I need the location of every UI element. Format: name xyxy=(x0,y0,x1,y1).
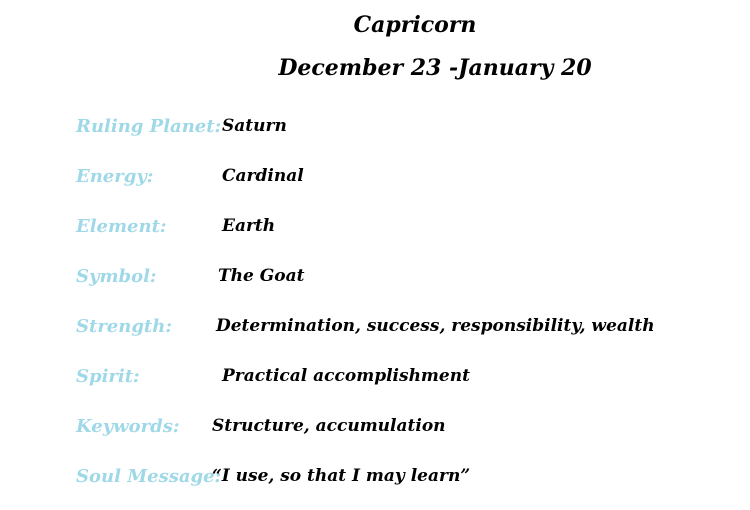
soul-message-value: “I use, so that I may learn” xyxy=(212,466,471,486)
energy-value: Cardinal xyxy=(222,166,304,186)
info-row-symbol xyxy=(0,266,750,306)
spirit-label: Spirit: xyxy=(76,366,140,387)
info-row-ruling-planet xyxy=(0,116,750,156)
info-row-strength xyxy=(0,316,750,356)
energy-label: Energy: xyxy=(76,166,154,187)
ruling-planet-label: Ruling Planet: xyxy=(76,116,222,137)
date-range: December 23 -January 20 xyxy=(278,55,592,81)
soul-message-label: Soul Message: xyxy=(76,466,222,487)
strength-value: Determination, success, responsibility, wealth xyxy=(216,316,655,336)
symbol-value: The Goat xyxy=(218,266,305,286)
keywords-label: Keywords: xyxy=(76,416,180,437)
strength-label: Strength: xyxy=(76,316,172,337)
keywords-value: Structure, accumulation xyxy=(212,416,446,436)
info-row-soul-message xyxy=(0,466,750,506)
symbol-label: Symbol: xyxy=(76,266,157,287)
element-value: Earth xyxy=(222,216,276,236)
element-label: Element: xyxy=(76,216,167,237)
page-title: Capricorn xyxy=(353,12,477,38)
info-row-keywords xyxy=(0,416,750,456)
info-row-energy xyxy=(0,166,750,206)
ruling-planet-value: Saturn xyxy=(222,116,287,136)
spirit-value: Practical accomplishment xyxy=(222,366,470,386)
info-row-element xyxy=(0,216,750,256)
info-row-spirit xyxy=(0,366,750,406)
